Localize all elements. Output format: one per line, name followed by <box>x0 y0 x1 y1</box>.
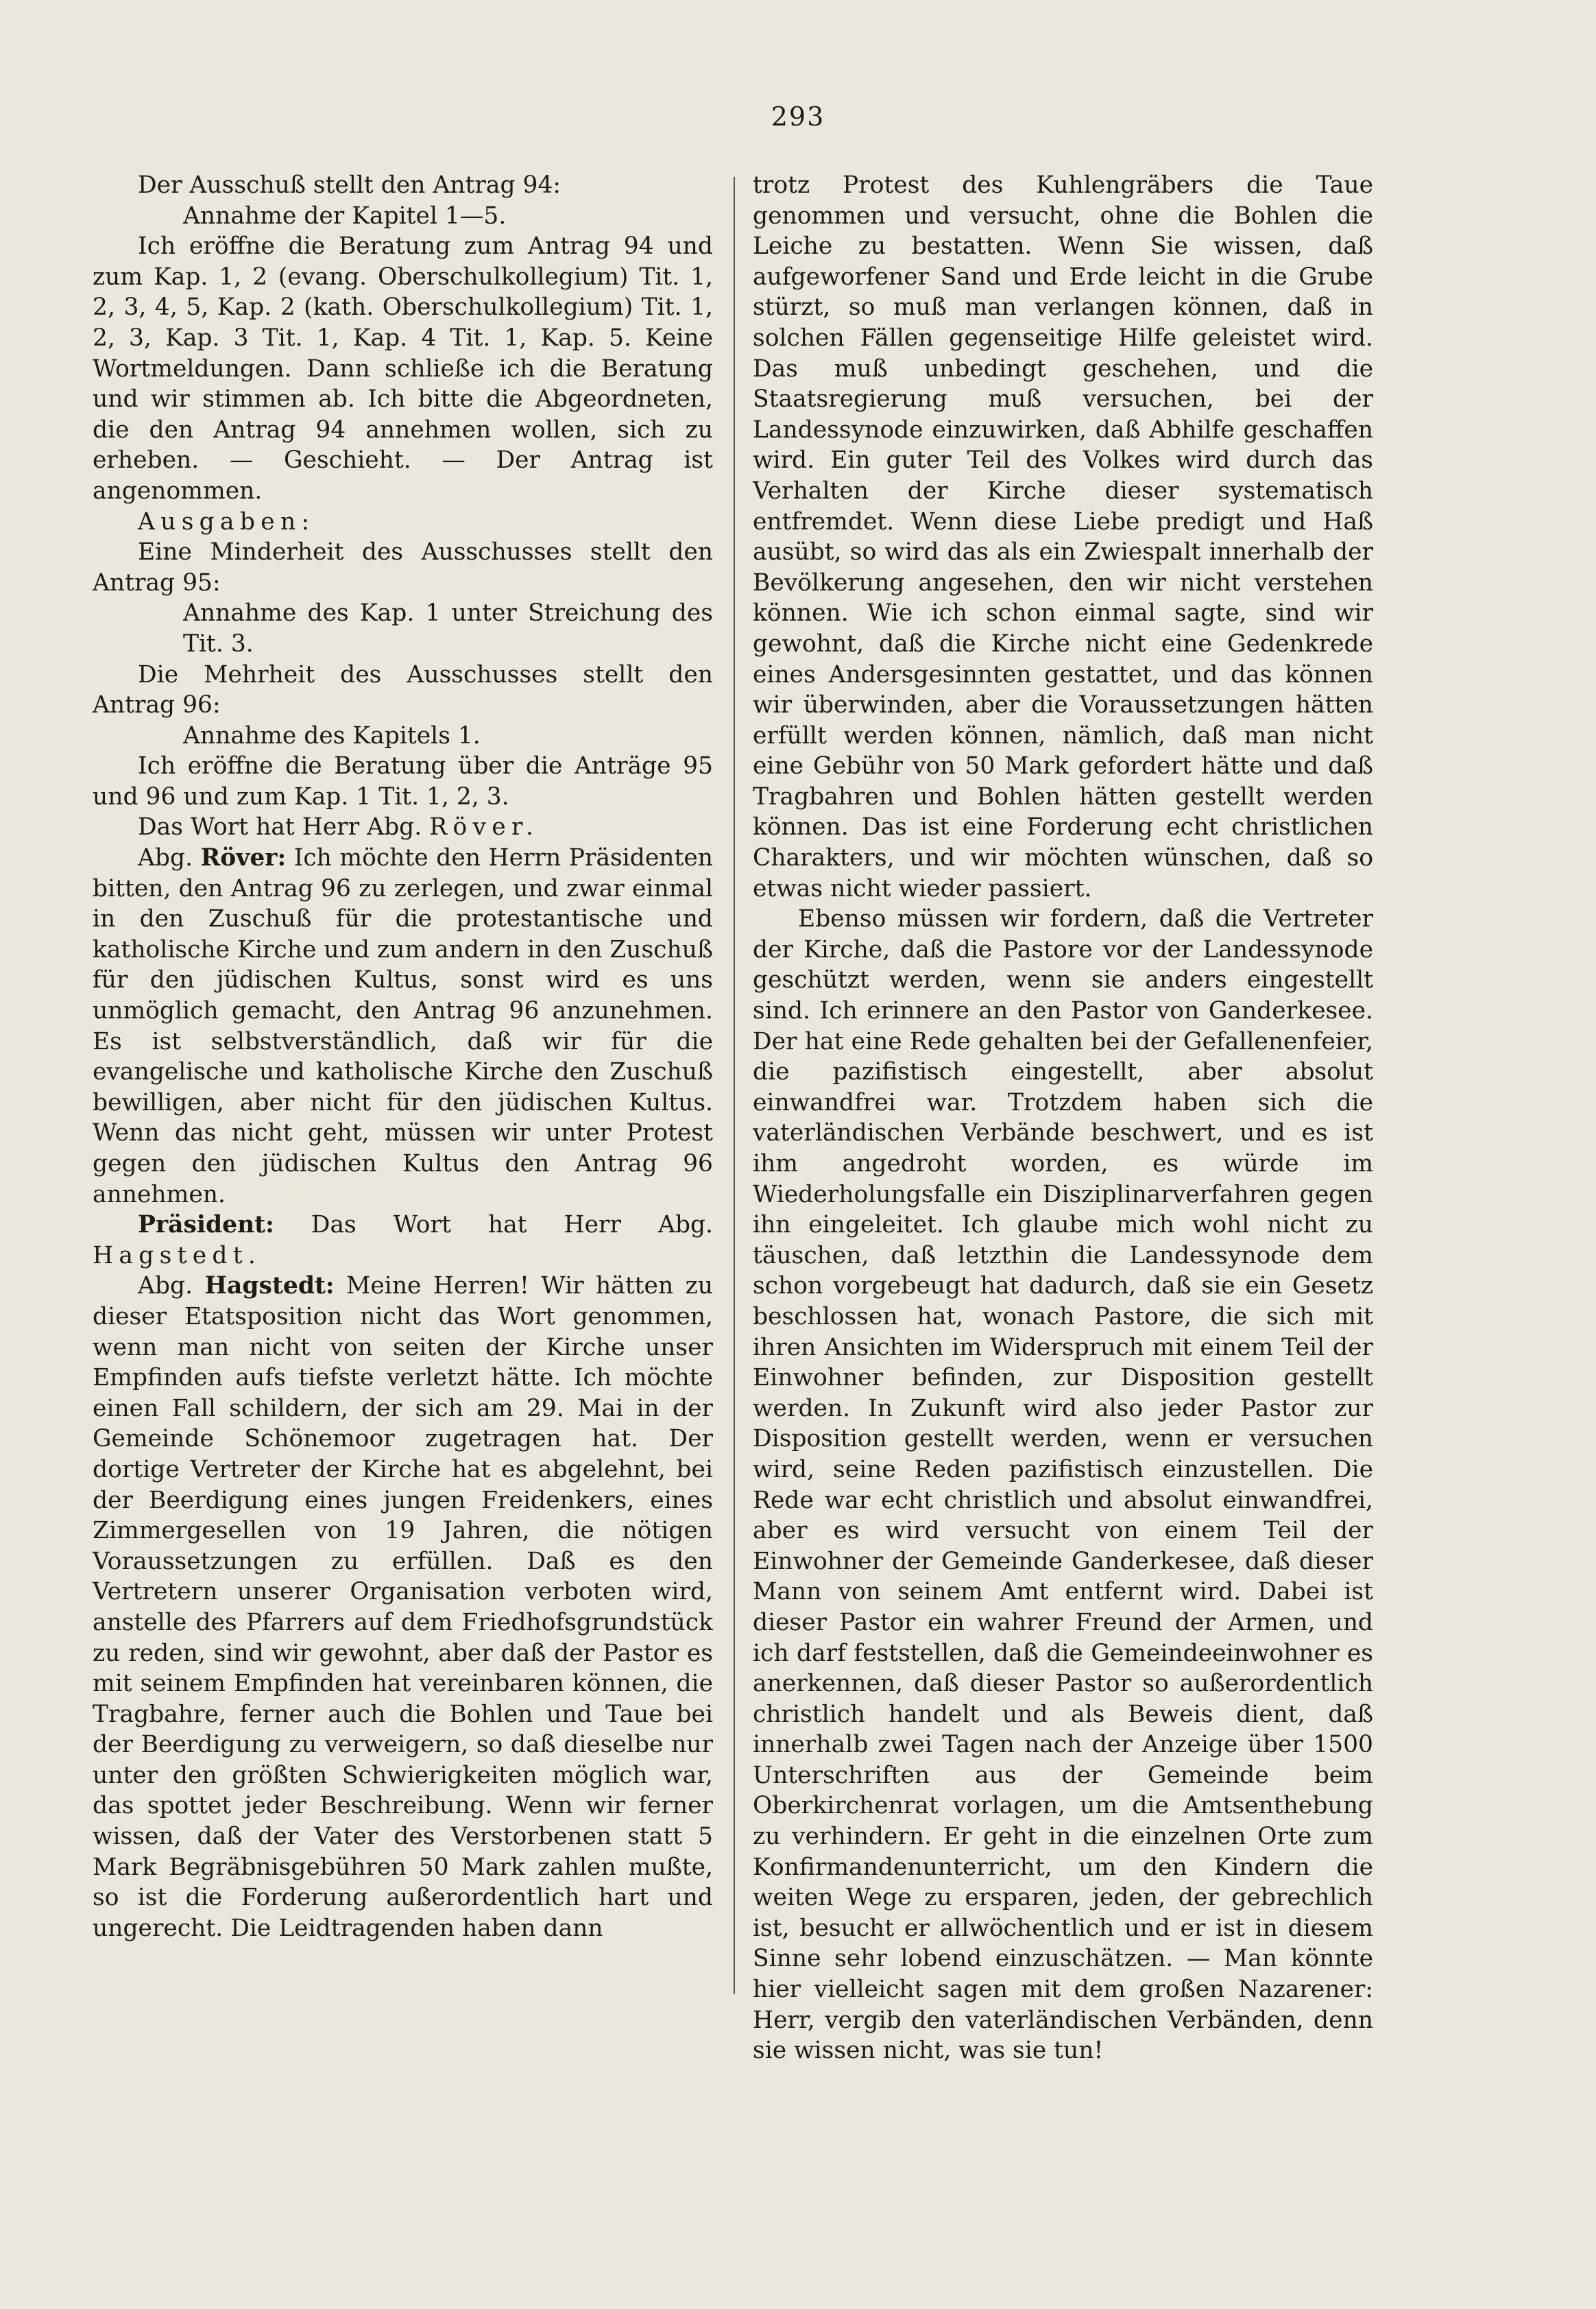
text-run: Abg. <box>138 1272 205 1300</box>
paragraph <box>93 660 713 721</box>
paragraph <box>93 812 713 843</box>
text-run: trotz Protest des Kuhlengräbers die Taue genommen und versucht, ohne die Bohlen die Leiche zu bestatten. Wenn Sie wissen, daß aufgeworfener Sand und Erde leicht in die Grube stürzt, so muß man verlangen können, daß in solchen Fällen gegenseitige Hilfe geleistet wird. Das muß unbedingt geschehen, und die Staatsregierung muß versuchen, bei der Landessynode einzuwirken, daß Abhilfe geschaffen wird. Ein guter Teil des Volkes wird durch das Verhalten der Kirche dieser systematisch entfremdet. Wenn diese Liebe predigt und Haß ausübt, so wird das als ein Zwiespalt innerhalb der Bevölkerung angesehen, den wir nicht verstehen können. Wie ich schon einmal sagte, sind wir gewohnt, daß die Kirche nicht eine Gedenkrede eines Andersgesinnten gestattet, und das können wir überwinden, aber die Voraussetzungen hätten erfüllt werden können, nämlich, daß man nicht eine Gebühr von 50 Mark gefordert hätte und daß Tragbahren und Bohlen hätten gestellt werden können. Das ist eine Forderung echt christlichen Charakters, und wir möchten wünschen, daß so etwas nicht wieder passiert. <box>753 171 1373 902</box>
right-column <box>753 170 1373 2159</box>
text-run: Ebenso müssen wir fordern, daß die Vertreter der Kirche, daß die Pastore vor der Landessynode geschützt werden, wenn sie anders eingestellt sind. Ich erinnere an den Pastor von Ganderkesee. Der hat eine Rede gehalten bei der Gefallenenfeier, die pazifistisch eingestellt, aber absolut einwandfrei war. Trotzdem haben sich die vaterländischen Verbände beschwert, und es ist ihm angedroht worden, es würde im Wiederholungsfalle ein Disziplinarverfahren gegen ihn eingeleitet. Ich glaube mich wohl nicht zu täuschen, daß letzthin die Landessynode dem schon vorgebeugt hat dadurch, daß sie ein Gesetz beschlossen hat, wonach Pastore, die sich mit ihren Ansichten im Widerspruch mit einem Teil der Einwohner befinden, zur Disposition gestellt werden. In Zukunft wird also jeder Pastor zur Disposition gestellt werden, wenn er versuchen wird, seine Reden pazifistisch einzustellen. Die Rede war echt christlich und absolut einwandfrei, aber es wird versucht von einem Teil der Einwohner der Gemeinde Ganderkesee, daß dieser Mann von seinem Amt entfernt wird. Dabei ist dieser Pastor ein wahrer Freund der Armen, und ich darf feststellen, daß die Gemeindeeinwohner es anerkennen, daß dieser Pastor so außerordentlich christlich handelt und als Beweis dient, daß innerhalb zwei Tagen nach der Anzeige über 1500 Unterschriften aus der Gemeinde beim Oberkirchenrat vorlagen, um die Amtsenthebung zu verhindern. Er geht in die einzelnen Orte zum Konfirmandenunterricht, um den Kindern die weiten Wege zu ersparen, jeden, der gebrechlich ist, besucht er allwöchentlich und er ist in diesem Sinne sehr lobend einzuschätzen. — Man könnte hier vielleicht sagen mit dem großen Nazarener: Herr, vergib den vaterländischen Verbänden, denn sie wissen nicht, was sie tun! <box>753 905 1373 2065</box>
paragraph <box>93 598 713 659</box>
paragraph <box>753 904 1373 2066</box>
paragraph <box>93 201 713 232</box>
paragraph <box>93 843 713 1210</box>
speaker-name: Hagstedt: <box>204 1272 335 1300</box>
text-run: Meine Herren! Wir hätten zu dieser Etatsposition nicht das Wort genommen, wenn man nicht von seiten der Kirche unser Empfinden aufs tiefste verletzt hätte. Ich möchte einen Fall schildern, der sich am 29. Mai in der Gemeinde Schönemoor zugetragen hat. Der dortige Vertreter der Kirche hat es abgelehnt, bei der Beerdigung eines jungen Freidenkers, eines Zimmergesellen von 19 Jahren, die nötigen Voraussetzungen zu erfüllen. Daß es den Vertretern unserer Organisation verboten wird, anstelle des Pfarrers auf dem Friedhofsgrundstück zu reden, sind wir gewohnt, aber daß der Pastor es mit seinem Empfinden hat vereinbaren können, die Tragbahre, ferner auch die Bohlen und Taue bei der Beerdigung zu verweigern, so daß dieselbe nur unter den größten Schwierigkeiten möglich war, das spottet jeder Beschreibung. Wenn wir ferner wissen, daß der Vater des Verstorbenen statt 5 Mark Begräbnisgebühren 50 Mark zahlen mußte, so ist die Forderung außerordentlich hart und ungerecht. Die Leidtragenden haben dann <box>93 1272 713 1942</box>
paragraph <box>93 231 713 506</box>
spaced-text: Röver. <box>429 813 540 841</box>
text-run: Annahme des Kap. 1 unter Streichung des Tit. 3. <box>183 599 713 658</box>
text-run: Ich eröffne die Beratung über die Anträge 95 und 96 und zum Kap. 1 Tit. 1, 2, 3. <box>93 752 713 811</box>
paragraph <box>93 1210 713 1271</box>
left-column <box>93 170 713 2159</box>
spaced-text: Ausgaben: <box>138 507 315 536</box>
text-run: Ich eröffne die Beratung zum Antrag 94 und zum Kap. 1, 2 (evang. Oberschulkollegium) Tit. 1, 2, 3, 4, 5, Kap. 2 (kath. Oberschulkollegium) Tit. 1, 2, 3, Kap. 3 Tit. 1, Kap. 4 Tit. 1, Kap. 5. Keine Wortmeldungen. Dann schließe ich die Beratung und wir stimmen ab. Ich bitte die Abgeordneten, die den Antrag 94 annehmen wollen, sich zu erheben. — Geschieht. — Der Antrag ist angenommen. <box>93 232 713 505</box>
text-run: Der Ausschuß stellt den Antrag 94: <box>138 171 561 199</box>
paragraph <box>93 721 713 752</box>
text-run: Ich möchte den Herrn Präsidenten bitten, den Antrag 96 zu zerlegen, und zwar einmal in den Zuschuß für die protestantische und katholische Kirche und zum andern in den Zuschuß für den jüdischen Kultus, sonst wird es uns unmöglich gemacht, den Antrag 96 anzunehmen. Es ist selbstverständlich, daß wir für die evangelische und katholische Kirche den Zuschuß bewilligen, aber nicht für den jüdischen Kultus. Wenn das nicht geht, müssen wir unter Protest gegen den jüdischen Kultus den Antrag 96 annehmen. <box>93 844 713 1208</box>
text-run: Das Wort hat Herr Abg. <box>274 1211 713 1239</box>
paragraph <box>93 537 713 598</box>
text-run: Die Mehrheit des Ausschusses stellt den Antrag 96: <box>93 660 713 719</box>
speaker-name: Präsident: <box>138 1211 274 1239</box>
paragraph <box>93 1271 713 1943</box>
speaker-name: Röver: <box>200 844 287 872</box>
paragraph <box>93 751 713 812</box>
column-divider <box>734 177 735 1994</box>
page-number: 293 <box>771 101 825 132</box>
paragraph <box>93 507 713 538</box>
spaced-text: Hagstedt. <box>93 1241 262 1269</box>
text-run: Annahme der Kapitel 1—5. <box>183 202 507 230</box>
paragraph <box>753 170 1373 904</box>
paragraph <box>93 170 713 201</box>
text-run: Eine Minderheit des Ausschusses stellt den Antrag 95: <box>93 538 713 597</box>
text-run: Abg. <box>138 844 201 872</box>
text-run: Das Wort hat Herr Abg. <box>138 813 430 841</box>
text-run: Annahme des Kapitels 1. <box>183 721 481 750</box>
